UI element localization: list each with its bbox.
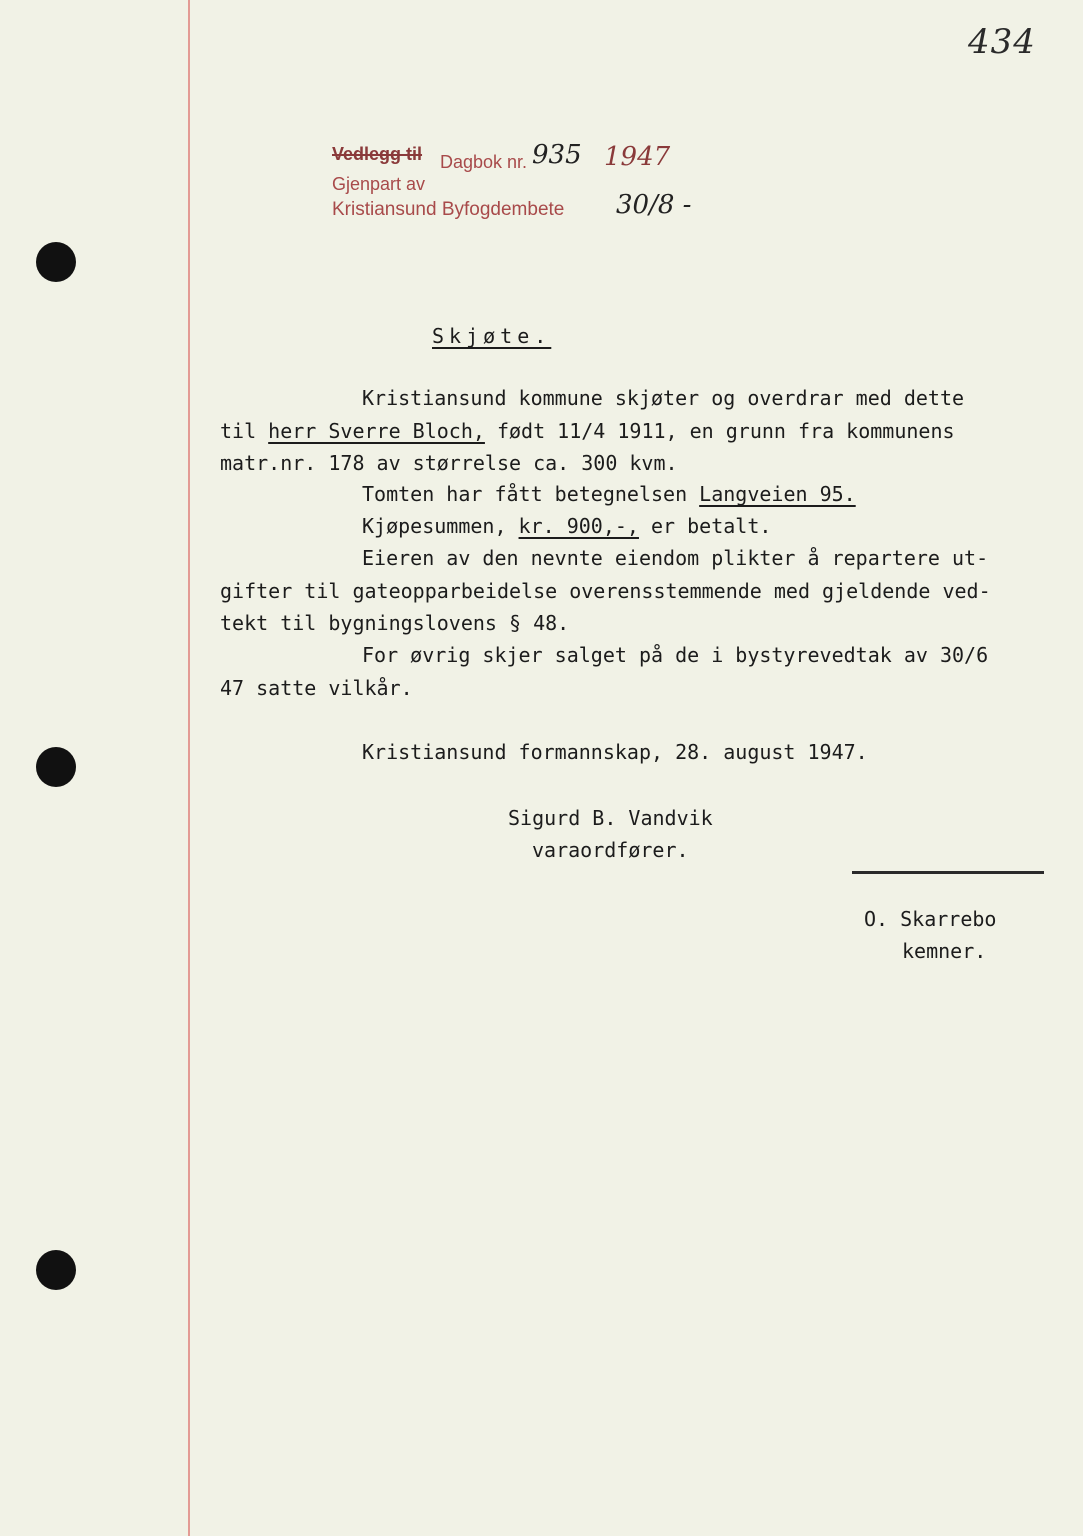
place-date: Kristiansund formannskap, 28. august 1947. [362, 740, 868, 764]
property-address: Langveien 95. [699, 482, 856, 506]
buyer-name: herr Sverre Bloch, [268, 419, 485, 443]
punch-hole [36, 242, 76, 282]
stamp-date: 30/8 - [616, 190, 692, 220]
stamp-gjenpart: Gjenpart av [332, 174, 426, 194]
signer-title: kemner. [902, 939, 987, 963]
body-line: tekt til bygningslovens § 48. [220, 611, 570, 635]
body-text: født 11/4 1911, en grunn fra kommunens [484, 419, 955, 443]
punch-hole [36, 747, 76, 787]
punch-hole [36, 1250, 76, 1290]
stamp-year: 1947 [604, 142, 671, 172]
body-line: 47 satte vilkår. [220, 676, 413, 700]
purchase-price: kr. 900,-, [518, 514, 639, 538]
signer-name: O. Skarrebo [864, 907, 997, 931]
body-line: gifter til gateopparbeidelse overensstemmende med gjeldende ved- [220, 579, 991, 603]
signer-title: varaordfører. [532, 838, 689, 862]
stamp-dagbok-number: 935 [532, 140, 582, 170]
stamp-struck-label: Vedlegg til [332, 144, 423, 164]
body-line: For øvrig skjer salget på de i bystyrevedtak av 30/6 [362, 643, 989, 667]
body-text: Tomten har fått betegnelsen [362, 482, 700, 506]
stamp-dagbok-label: Dagbok nr. [440, 152, 528, 172]
body-line: Kristiansund kommune skjøter og overdrar med dette [362, 386, 965, 410]
document-title: Skjøte. [432, 324, 552, 348]
margin-line [188, 0, 190, 1536]
body-line [220, 419, 955, 443]
body-line [362, 514, 771, 538]
body-text: er betalt. [638, 514, 772, 538]
stamp-office: Kristiansund Byfogdembete [332, 199, 565, 220]
body-line [362, 482, 856, 506]
body-line: matr.nr. 178 av størrelse ca. 300 kvm. [220, 451, 678, 475]
signature-line [852, 871, 1044, 874]
signer-name: Sigurd B. Vandvik [508, 806, 713, 830]
body-text: til [220, 419, 269, 443]
body-line: Eieren av den nevnte eiendom plikter å repartere ut- [362, 546, 989, 570]
body-text: Kjøpesummen, [362, 514, 519, 538]
page-number: 434 [968, 22, 1036, 62]
